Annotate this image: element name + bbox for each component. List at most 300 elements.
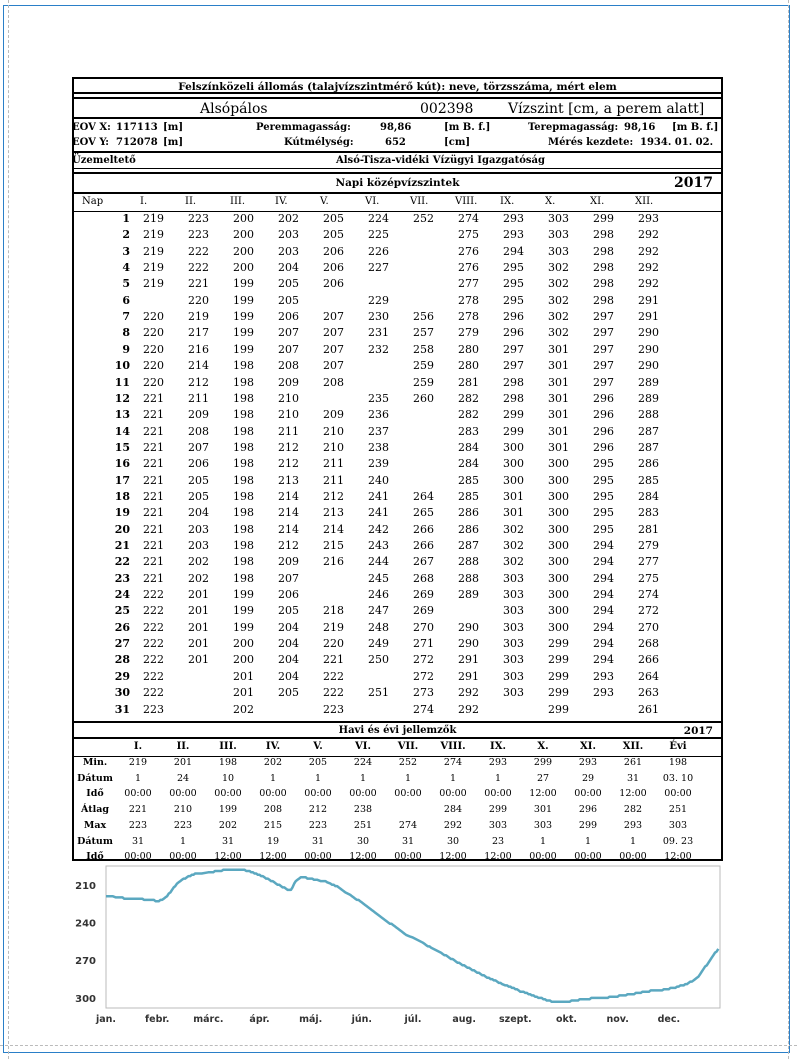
daily-value: 284	[458, 457, 479, 471]
summary-value: 29	[581, 772, 595, 784]
summary-value: 00:00	[349, 788, 377, 800]
summary-value: 251	[668, 804, 688, 816]
day-number: 10	[114, 359, 130, 373]
daily-value: 211	[188, 391, 209, 405]
daily-value: 207	[323, 310, 344, 324]
terep-unit: [m B. f.]	[672, 122, 719, 133]
summary-value: 27	[536, 772, 550, 784]
table-row	[72, 294, 723, 310]
summary-value: 1	[584, 835, 592, 847]
summary-value: 00:00	[574, 788, 602, 800]
daily-value: 300	[548, 604, 569, 618]
month-header-4: IV.	[275, 196, 288, 207]
daily-value: 198	[233, 555, 254, 569]
daily-value: 289	[638, 375, 659, 389]
daily-value: 289	[638, 391, 659, 405]
daily-value: 301	[548, 440, 569, 454]
daily-value: 239	[368, 457, 389, 471]
day-number: 7	[122, 310, 130, 324]
daily-value: 222	[188, 244, 209, 258]
daily-value: 294	[593, 539, 614, 552]
daily-value: 199	[233, 342, 254, 356]
daily-value: 209	[323, 408, 344, 422]
summary-value: 00:00	[169, 788, 197, 800]
summary-header-row	[72, 740, 723, 756]
daily-value: 199	[233, 310, 254, 324]
daily-value: 287	[638, 440, 659, 454]
x-tick-label: júl.	[404, 1014, 422, 1025]
summary-value: 1	[314, 772, 322, 784]
daily-value: 298	[593, 293, 614, 307]
summary-value: 274	[443, 757, 463, 768]
daily-value: 291	[638, 293, 659, 307]
daily-value: 199	[233, 620, 254, 634]
daily-value: 201	[188, 588, 209, 602]
daily-value: 303	[548, 244, 569, 258]
daily-value: 208	[278, 359, 299, 373]
day-number: 17	[114, 473, 130, 487]
daily-value: 214	[188, 359, 209, 373]
summary-table	[72, 757, 723, 861]
daily-value: 213	[323, 506, 344, 520]
daily-value: 297	[593, 342, 614, 356]
day-number: 31	[114, 702, 130, 716]
table-row	[72, 245, 723, 261]
table-row	[72, 703, 723, 719]
daily-value: 216	[188, 342, 209, 356]
daily-value: 204	[278, 261, 299, 275]
daily-value: 221	[143, 473, 164, 487]
daily-value: 283	[458, 424, 479, 438]
month-header-3: III.	[230, 196, 246, 207]
daily-value: 292	[638, 261, 659, 275]
daily-value: 199	[233, 293, 254, 307]
summary-col-header: X.	[537, 741, 549, 752]
summary-col-header: Évi	[669, 741, 687, 752]
summary-value: 30	[446, 835, 460, 847]
y-tick-label: 240	[75, 918, 96, 930]
daily-value: 205	[278, 604, 299, 618]
terep-value: 98,16	[624, 122, 656, 133]
daily-value: 226	[368, 244, 389, 258]
daily-value: 299	[593, 212, 614, 225]
perem-value: 98,86	[380, 122, 412, 133]
summary-title: Havi és évi jellemzők	[338, 725, 457, 736]
terep-label: Terepmagasság:	[528, 122, 619, 133]
table-row	[72, 457, 723, 473]
day-number: 15	[114, 440, 130, 454]
x-tick-label: nov.	[606, 1014, 629, 1025]
daily-value: 211	[278, 424, 299, 438]
daily-value: 236	[368, 408, 389, 422]
daily-value: 293	[593, 686, 614, 700]
perem-unit: [m B. f.]	[444, 122, 491, 133]
summary-col-header: V.	[313, 741, 323, 752]
table-row	[72, 425, 723, 441]
x-tick-label: jan.	[95, 1014, 117, 1025]
daily-value: 276	[458, 244, 479, 258]
table-row	[72, 572, 723, 588]
day-number: 4	[122, 261, 130, 275]
day-number: 11	[114, 375, 130, 389]
operator-label: Üzemeltető	[72, 155, 136, 166]
day-number: 18	[114, 489, 130, 503]
daily-value: 209	[278, 375, 299, 389]
daily-value: 225	[368, 228, 389, 242]
daily-value: 268	[638, 637, 659, 651]
daily-value: 220	[143, 375, 164, 389]
summary-value: 208	[263, 804, 283, 816]
daily-value: 296	[593, 408, 614, 422]
daily-value: 222	[143, 669, 164, 683]
daily-value: 207	[323, 342, 344, 356]
daily-value: 243	[368, 539, 389, 552]
daily-value: 212	[278, 539, 299, 552]
daily-value: 198	[233, 359, 254, 373]
daily-value: 200	[233, 228, 254, 242]
daily-value: 293	[593, 669, 614, 683]
summary-value: 00:00	[484, 788, 512, 800]
daily-value: 198	[233, 375, 254, 389]
daily-value: 205	[278, 686, 299, 700]
summary-value: 219	[128, 757, 148, 768]
daily-value: 303	[503, 588, 524, 602]
border-left	[72, 77, 74, 861]
summary-value: 299	[488, 804, 508, 816]
daily-value: 208	[323, 375, 344, 389]
daily-value: 292	[458, 702, 479, 716]
daily-value: 264	[638, 669, 659, 683]
summary-value: 00:00	[664, 788, 692, 800]
divider	[72, 168, 723, 169]
daily-value: 214	[278, 506, 299, 520]
station-id: 002398	[420, 101, 474, 117]
x-tick-label: márc.	[193, 1014, 224, 1025]
daily-value: 297	[593, 326, 614, 340]
daily-value: 222	[323, 669, 344, 683]
daily-value: 294	[593, 555, 614, 569]
daily-value: 277	[638, 555, 659, 569]
summary-value: 303	[488, 819, 508, 831]
daily-value: 204	[188, 506, 209, 520]
meres-value: 1934. 01. 02.	[640, 137, 714, 148]
daily-value: 210	[278, 391, 299, 405]
daily-value: 294	[593, 588, 614, 602]
daily-value: 223	[188, 212, 209, 225]
daily-value: 266	[638, 653, 659, 667]
day-number: 6	[122, 293, 130, 307]
daily-value: 199	[233, 588, 254, 602]
daily-value: 212	[323, 489, 344, 503]
daily-value: 269	[413, 588, 434, 602]
daily-value: 242	[368, 522, 389, 536]
summary-value: 00:00	[394, 788, 422, 800]
daily-value: 292	[638, 244, 659, 258]
daily-value: 230	[368, 310, 389, 324]
daily-value: 290	[638, 342, 659, 356]
daily-value: 204	[278, 653, 299, 667]
daily-value: 222	[143, 686, 164, 700]
daily-value: 205	[188, 489, 209, 503]
daily-value: 222	[323, 686, 344, 700]
daily-value: 285	[638, 473, 659, 487]
daily-value: 200	[233, 637, 254, 651]
daily-value: 300	[503, 473, 524, 487]
daily-value: 245	[368, 571, 389, 585]
daily-value: 300	[548, 506, 569, 520]
summary-value: 301	[533, 804, 553, 816]
daily-value: 300	[548, 571, 569, 585]
summary-value: 00:00	[529, 851, 557, 863]
daily-value: 204	[278, 637, 299, 651]
day-number: 1	[122, 212, 130, 225]
daily-value: 220	[143, 310, 164, 324]
daily-value: 300	[503, 457, 524, 471]
daily-value: 202	[278, 212, 299, 225]
day-number: 29	[114, 669, 130, 683]
summary-value: 198	[218, 757, 238, 768]
summary-value: 31	[221, 835, 235, 847]
daily-value: 221	[143, 539, 164, 552]
daily-value: 296	[593, 424, 614, 438]
summary-row-label: Átlag	[81, 804, 109, 816]
daily-value: 288	[458, 555, 479, 569]
daily-value: 244	[368, 555, 389, 569]
header-title: Felszínközeli állomás (talajvízszintmérő kút): neve, törzsszáma, mért elem	[72, 77, 723, 94]
daily-value: 257	[413, 326, 434, 340]
daily-value: 205	[323, 228, 344, 242]
daily-value: 303	[548, 212, 569, 225]
summary-value: 252	[398, 757, 418, 768]
day-number: 2	[122, 228, 130, 242]
daily-value: 300	[503, 440, 524, 454]
daily-value: 219	[323, 620, 344, 634]
daily-value: 278	[458, 293, 479, 307]
daily-value: 279	[458, 326, 479, 340]
day-number: 14	[114, 424, 130, 438]
daily-value: 291	[458, 653, 479, 667]
daily-value: 198	[233, 391, 254, 405]
daily-value: 207	[278, 342, 299, 356]
daily-value: 294	[593, 620, 614, 634]
table-row	[72, 277, 723, 293]
summary-row-label: Min.	[82, 757, 108, 768]
daily-value: 251	[368, 686, 389, 700]
daily-value: 294	[503, 244, 524, 258]
daily-value: 302	[503, 539, 524, 552]
daily-value: 221	[143, 489, 164, 503]
table-row	[72, 621, 723, 637]
daily-value: 214	[323, 522, 344, 536]
daily-value: 282	[458, 391, 479, 405]
eovy-value: 712078	[116, 137, 158, 148]
daily-value: 202	[188, 555, 209, 569]
daily-value: 289	[458, 588, 479, 602]
summary-col-header: XII.	[622, 741, 644, 752]
daily-value: 274	[638, 588, 659, 602]
summary-value: 12:00	[484, 851, 512, 863]
daily-value: 288	[638, 408, 659, 422]
daily-value: 219	[143, 228, 164, 242]
station-bar	[72, 97, 723, 119]
daily-year: 2017	[674, 175, 713, 191]
daily-value: 293	[638, 212, 659, 225]
daily-value: 302	[548, 326, 569, 340]
daily-value: 207	[278, 326, 299, 340]
table-row	[72, 653, 723, 669]
daily-value: 280	[458, 359, 479, 373]
summary-value: 205	[308, 757, 328, 768]
daily-value: 199	[233, 277, 254, 291]
daily-value: 300	[548, 489, 569, 503]
table-row	[72, 523, 723, 539]
daily-value: 286	[458, 522, 479, 536]
daily-value: 295	[503, 293, 524, 307]
day-number: 24	[114, 588, 130, 602]
day-number: 5	[122, 277, 130, 291]
operator-value: Alsó-Tisza-vidéki Vízügyi Igazgatóság	[336, 155, 545, 166]
table-row	[72, 637, 723, 653]
summary-value: 293	[623, 819, 643, 831]
summary-value: 202	[263, 757, 283, 768]
daily-value: 270	[638, 620, 659, 634]
water-level-line	[106, 870, 718, 1002]
daily-value: 288	[458, 571, 479, 585]
table-row	[72, 376, 723, 392]
daily-value: 200	[233, 261, 254, 275]
kut-value: 652	[385, 137, 406, 148]
daily-value: 215	[323, 539, 344, 552]
month-header-9: IX.	[500, 196, 515, 207]
daily-value: 260	[413, 391, 434, 405]
daily-value: 297	[593, 359, 614, 373]
daily-value: 201	[188, 604, 209, 618]
divider	[72, 859, 723, 861]
summary-value: 00:00	[394, 851, 422, 863]
daily-value: 205	[278, 277, 299, 291]
summary-value: 12:00	[349, 851, 377, 863]
month-header-11: XI.	[590, 196, 605, 207]
daily-value: 241	[368, 489, 389, 503]
daily-value: 202	[188, 571, 209, 585]
daily-value: 294	[593, 571, 614, 585]
daily-value: 300	[548, 539, 569, 552]
daily-value: 299	[548, 637, 569, 651]
daily-value: 301	[548, 408, 569, 422]
daily-value: 198	[233, 424, 254, 438]
daily-value: 292	[458, 686, 479, 700]
daily-value: 247	[368, 604, 389, 618]
daily-value: 221	[143, 555, 164, 569]
daily-value: 200	[233, 212, 254, 225]
summary-value: 221	[128, 804, 148, 816]
daily-value: 223	[323, 702, 344, 716]
summary-value: 31	[626, 772, 640, 784]
summary-value: 299	[578, 819, 598, 831]
daily-value: 283	[638, 506, 659, 520]
table-row	[72, 670, 723, 686]
day-number: 23	[114, 571, 130, 585]
x-tick-label: jún.	[351, 1014, 373, 1025]
daily-value: 210	[278, 408, 299, 422]
daily-value: 256	[413, 310, 434, 324]
summary-value: 12:00	[214, 851, 242, 863]
x-tick-label: aug.	[452, 1014, 476, 1025]
month-header-1: I.	[140, 196, 148, 207]
daily-value: 274	[413, 702, 434, 716]
daily-value: 286	[458, 506, 479, 520]
summary-value: 199	[218, 804, 238, 816]
daily-value: 290	[638, 326, 659, 340]
daily-value: 301	[548, 342, 569, 356]
daily-value: 223	[188, 228, 209, 242]
daily-value: 291	[458, 669, 479, 683]
table-row	[72, 555, 723, 571]
summary-value: 303	[533, 819, 553, 831]
daily-value: 298	[503, 375, 524, 389]
summary-value: 09. 23	[662, 835, 694, 847]
daily-value: 209	[278, 555, 299, 569]
daily-value: 231	[368, 326, 389, 340]
eovy-unit: [m]	[163, 137, 184, 148]
daily-value: 297	[593, 310, 614, 324]
daily-value: 300	[548, 620, 569, 634]
daily-value: 261	[638, 702, 659, 716]
summary-value: 31	[131, 835, 145, 847]
daily-value: 207	[278, 571, 299, 585]
summary-row	[72, 804, 723, 820]
table-row	[72, 359, 723, 375]
daily-value: 298	[593, 261, 614, 275]
day-number: 28	[114, 653, 130, 667]
daily-value: 274	[458, 212, 479, 225]
daily-value: 285	[458, 489, 479, 503]
day-number: 27	[114, 637, 130, 651]
daily-value: 201	[233, 686, 254, 700]
daily-value: 300	[548, 457, 569, 471]
table-row	[72, 228, 723, 244]
daily-value: 212	[278, 457, 299, 471]
daily-value: 295	[593, 506, 614, 520]
daily-title: Napi középvízszintek	[335, 177, 460, 189]
daily-value: 240	[368, 473, 389, 487]
daily-value: 282	[458, 408, 479, 422]
daily-value: 272	[638, 604, 659, 618]
daily-value: 208	[188, 424, 209, 438]
daily-value: 222	[188, 261, 209, 275]
y-tick-label: 270	[75, 956, 96, 968]
summary-value: 261	[623, 757, 643, 768]
eovx-value: 117113	[116, 122, 158, 133]
daily-value: 301	[503, 506, 524, 520]
daily-value: 302	[548, 293, 569, 307]
daily-value: 302	[503, 555, 524, 569]
daily-value: 301	[548, 375, 569, 389]
daily-value: 205	[188, 473, 209, 487]
summary-value: 30	[356, 835, 370, 847]
daily-value: 241	[368, 506, 389, 520]
daily-value: 204	[278, 669, 299, 683]
daily-value: 214	[278, 489, 299, 503]
daily-value: 221	[143, 506, 164, 520]
daily-value: 266	[413, 522, 434, 536]
daily-value: 206	[323, 261, 344, 275]
daily-value: 206	[323, 277, 344, 291]
daily-value: 222	[143, 588, 164, 602]
daily-value: 219	[143, 277, 164, 291]
daily-value: 207	[188, 440, 209, 454]
daily-value: 290	[638, 359, 659, 373]
